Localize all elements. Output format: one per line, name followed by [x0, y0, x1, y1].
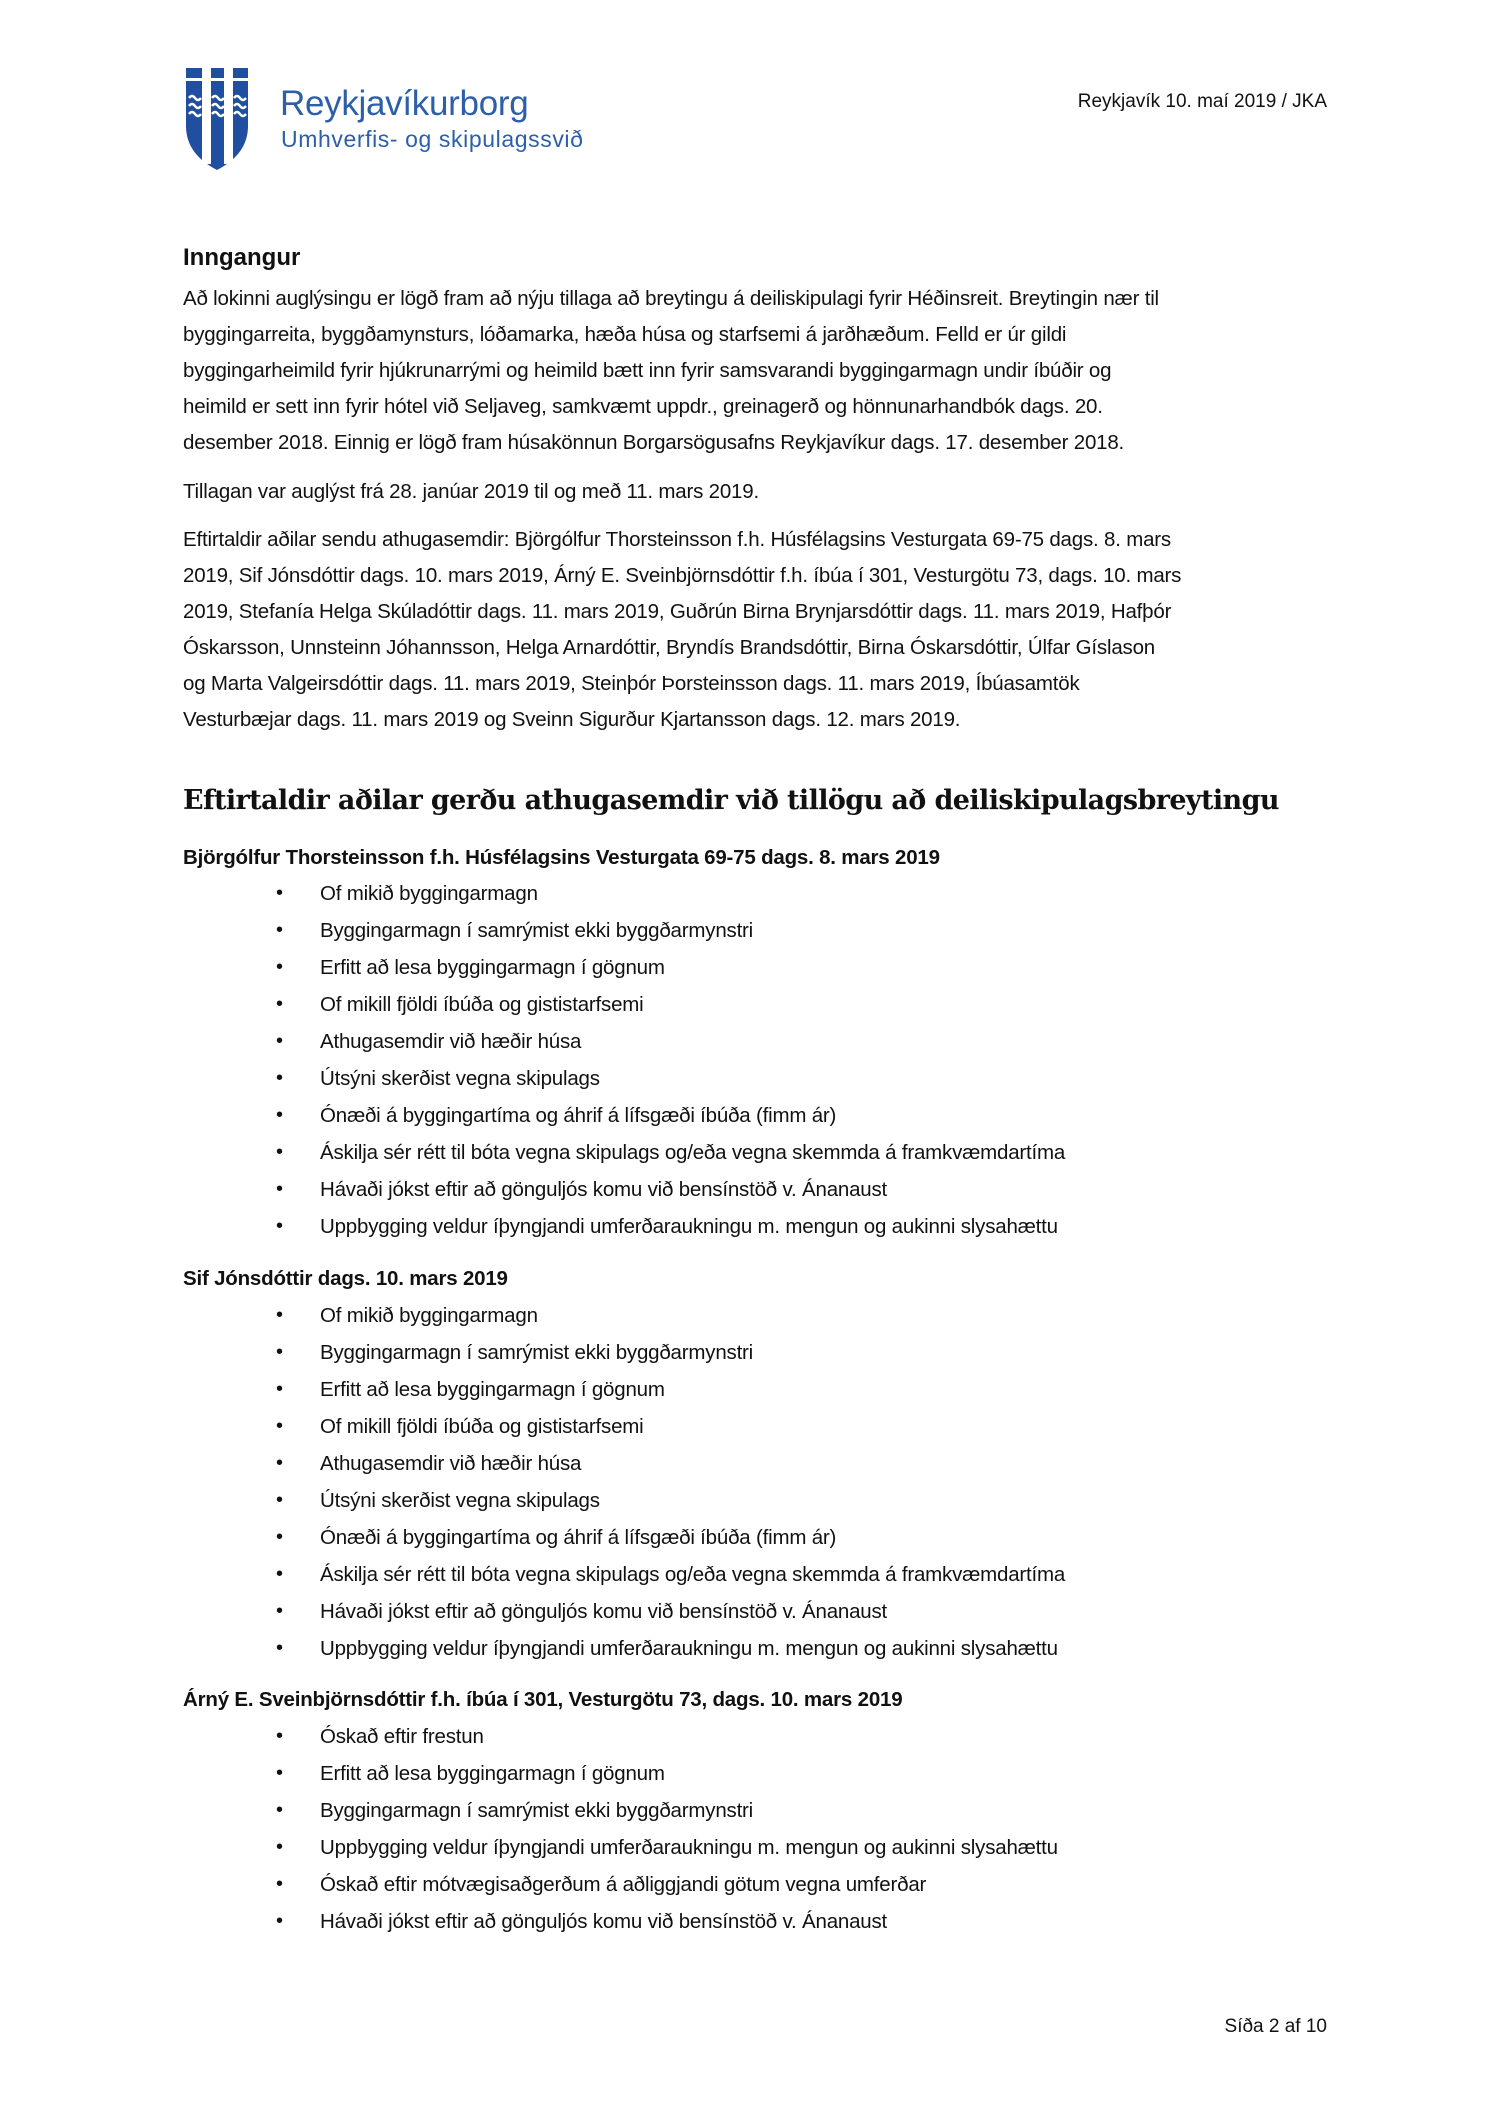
bullet-icon: •: [276, 882, 283, 904]
list-item-text: Of mikill fjöldi íbúða og gististarfsemi: [320, 993, 644, 1016]
list-item: [0, 986, 1500, 1023]
bullet-icon: •: [276, 956, 283, 978]
comment-list: [0, 1297, 1500, 1667]
list-item: [0, 1208, 1500, 1245]
list-item-text: Ónæði á byggingartíma og áhrif á lífsgæði íbúða (fimm ár): [320, 1526, 837, 1549]
bullet-icon: •: [276, 1378, 283, 1400]
bullet-icon: •: [276, 1178, 283, 1200]
list-item: [0, 1334, 1500, 1371]
list-item-text: Athugasemdir við hæðir húsa: [320, 1030, 582, 1053]
list-item: [0, 875, 1500, 912]
list-item: [0, 949, 1500, 986]
bullet-icon: •: [276, 1067, 283, 1089]
list-item-text: Of mikill fjöldi íbúða og gististarfsemi: [320, 1415, 644, 1438]
list-item: [0, 1903, 1500, 1940]
list-item: [0, 1408, 1500, 1445]
bullet-icon: •: [276, 1836, 283, 1858]
paragraph-line: heimild er sett inn fyrir hótel við Seljaveg, samkvæmt uppdr., greinagerð og hönnunarhandbók dags. 20.: [183, 395, 1103, 418]
intro-heading: Inngangur: [183, 244, 301, 271]
list-item: [0, 1060, 1500, 1097]
list-item-text: Uppbygging veldur íþyngjandi umferðaraukningu m. mengun og aukinni slysahættu: [320, 1215, 1058, 1238]
list-item: [0, 1630, 1500, 1667]
bullet-icon: •: [276, 1799, 283, 1821]
list-item-text: Athugasemdir við hæðir húsa: [320, 1452, 582, 1475]
paragraph-line: byggingarheimild fyrir hjúkrunarrými og heimild bætt inn fyrir samsvarandi byggingarmagn undir íbúðir og: [183, 359, 1112, 382]
paragraph-line: byggingarreita, byggðamynsturs, lóðamarka, hæða húsa og starfsemi á jarðhæðum. Felld er úr gildi: [183, 323, 1067, 346]
list-item-text: Hávaði jókst eftir að gönguljós komu við bensínstöð v. Ánanaust: [320, 1910, 888, 1933]
list-item: [0, 1556, 1500, 1593]
page-number: Síða 2 af 10: [1224, 2016, 1327, 2037]
bullet-icon: •: [276, 1215, 283, 1237]
list-item: [0, 1718, 1500, 1755]
section-title: Árný E. Sveinbjörnsdóttir f.h. íbúa í 301, Vesturgötu 73, dags. 10. mars 2019: [183, 1688, 903, 1711]
bullet-icon: •: [276, 1415, 283, 1437]
list-item: [0, 1519, 1500, 1556]
list-item-text: Byggingarmagn í samrýmist ekki byggðarmynstri: [320, 919, 754, 942]
list-item: [0, 1134, 1500, 1171]
list-item: [0, 1792, 1500, 1829]
intro-paragraph-1: [183, 281, 1159, 461]
bullet-icon: •: [276, 1341, 283, 1363]
bullet-icon: •: [276, 1637, 283, 1659]
list-item-text: Byggingarmagn í samrýmist ekki byggðarmynstri: [320, 1799, 754, 1822]
bullet-icon: •: [276, 1489, 283, 1511]
comment-list: [0, 875, 1500, 1245]
list-item-text: Erfitt að lesa byggingarmagn í gögnum: [320, 1762, 665, 1785]
paragraph-line: 2019, Sif Jónsdóttir dags. 10. mars 2019, Árný E. Sveinbjörnsdóttir f.h. íbúa í 301, Vesturgötu 73, dags. 10. mars: [183, 564, 1182, 587]
list-item-text: Útsýni skerðist vegna skipulags: [320, 1489, 600, 1512]
date-reference: Reykjavík 10. maí 2019 / JKA: [1077, 91, 1327, 112]
bullet-icon: •: [276, 1452, 283, 1474]
comments-heading: Eftirtaldir aðilar gerðu athugasemdir við tillögu að deiliskipulagsbreytingu: [183, 785, 1279, 816]
list-item: [0, 1297, 1500, 1334]
paragraph-line: Óskarsson, Unnsteinn Jóhannsson, Helga Arnardóttir, Bryndís Brandsdóttir, Birna Óskarsdóttir, Úlfar Gíslason: [183, 636, 1155, 659]
comment-list: [0, 1718, 1500, 1940]
list-item: [0, 1023, 1500, 1060]
paragraph-line: Vesturbæjar dags. 11. mars 2019 og Sveinn Sigurður Kjartansson dags. 12. mars 2019.: [183, 708, 961, 731]
intro-paragraph-3: [183, 522, 1181, 738]
list-item-text: Útsýni skerðist vegna skipulags: [320, 1067, 600, 1090]
list-item: [0, 1482, 1500, 1519]
list-item: [0, 1097, 1500, 1134]
list-item: [0, 912, 1500, 949]
bullet-icon: •: [276, 1104, 283, 1126]
list-item-text: Óskað eftir mótvægisaðgerðum á aðliggjandi götum vegna umferðar: [320, 1873, 927, 1896]
reykjavik-coat-of-arms-icon: [184, 66, 250, 172]
list-item-text: Of mikið byggingarmagn: [320, 882, 538, 905]
bullet-icon: •: [276, 1563, 283, 1585]
list-item-text: Óskað eftir frestun: [320, 1725, 484, 1748]
list-item: [0, 1593, 1500, 1630]
list-item: [0, 1171, 1500, 1208]
logo-title: Reykjavíkurborg: [280, 84, 529, 123]
list-item-text: Uppbygging veldur íþyngjandi umferðaraukningu m. mengun og aukinni slysahættu: [320, 1836, 1058, 1859]
bullet-icon: •: [276, 1304, 283, 1326]
bullet-icon: •: [276, 1725, 283, 1747]
bullet-icon: •: [276, 1600, 283, 1622]
list-item-text: Áskilja sér rétt til bóta vegna skipulags og/eða vegna skemmda á framkvæmdartíma: [320, 1563, 1066, 1586]
bullet-icon: •: [276, 1873, 283, 1895]
bullet-icon: •: [276, 1910, 283, 1932]
bullet-icon: •: [276, 1762, 283, 1784]
intro-paragraph-2: [183, 474, 759, 510]
logo-subtitle: Umhverfis- og skipulagssvið: [281, 126, 584, 152]
list-item: [0, 1755, 1500, 1792]
section-title: Sif Jónsdóttir dags. 10. mars 2019: [183, 1267, 508, 1290]
list-item-text: Ónæði á byggingartíma og áhrif á lífsgæði íbúða (fimm ár): [320, 1104, 837, 1127]
list-item-text: Hávaði jókst eftir að gönguljós komu við bensínstöð v. Ánanaust: [320, 1178, 888, 1201]
list-item-text: Áskilja sér rétt til bóta vegna skipulags og/eða vegna skemmda á framkvæmdartíma: [320, 1141, 1066, 1164]
paragraph-line: 2019, Stefanía Helga Skúladóttir dags. 11. mars 2019, Guðrún Birna Brynjarsdóttir dags. 11. mars 2019, Hafþór: [183, 600, 1172, 623]
list-item: [0, 1866, 1500, 1903]
list-item-text: Hávaði jókst eftir að gönguljós komu við bensínstöð v. Ánanaust: [320, 1600, 888, 1623]
list-item: [0, 1371, 1500, 1408]
list-item-text: Of mikið byggingarmagn: [320, 1304, 538, 1327]
list-item-text: Erfitt að lesa byggingarmagn í gögnum: [320, 1378, 665, 1401]
list-item: [0, 1445, 1500, 1482]
paragraph-line: og Marta Valgeirsdóttir dags. 11. mars 2019, Steinþór Þorsteinsson dags. 11. mars 2019, Íbúasamtök: [183, 672, 1080, 695]
paragraph-line: Eftirtaldir aðilar sendu athugasemdir: Björgólfur Thorsteinsson f.h. Húsfélagsins Vesturgata 69-75 dags. 8. mars: [183, 528, 1171, 551]
paragraph-line: desember 2018. Einnig er lögð fram húsakönnun Borgarsögusafns Reykjavíkur dags. 17. desember 2018.: [183, 431, 1125, 454]
list-item-text: Byggingarmagn í samrýmist ekki byggðarmynstri: [320, 1341, 754, 1364]
list-item: [0, 1829, 1500, 1866]
paragraph-line: Tillagan var auglýst frá 28. janúar 2019 til og með 11. mars 2019.: [183, 480, 759, 503]
list-item-text: Uppbygging veldur íþyngjandi umferðaraukningu m. mengun og aukinni slysahættu: [320, 1637, 1058, 1660]
bullet-icon: •: [276, 993, 283, 1015]
list-item-text: Erfitt að lesa byggingarmagn í gögnum: [320, 956, 665, 979]
section-title: Björgólfur Thorsteinsson f.h. Húsfélagsins Vesturgata 69-75 dags. 8. mars 2019: [183, 846, 940, 869]
bullet-icon: •: [276, 1526, 283, 1548]
bullet-icon: •: [276, 1141, 283, 1163]
bullet-icon: •: [276, 1030, 283, 1052]
bullet-icon: •: [276, 919, 283, 941]
paragraph-line: Að lokinni auglýsingu er lögð fram að nýju tillaga að breytingu á deiliskipulagi fyrir Héðinsreit. Breytingin nær til: [183, 287, 1159, 310]
